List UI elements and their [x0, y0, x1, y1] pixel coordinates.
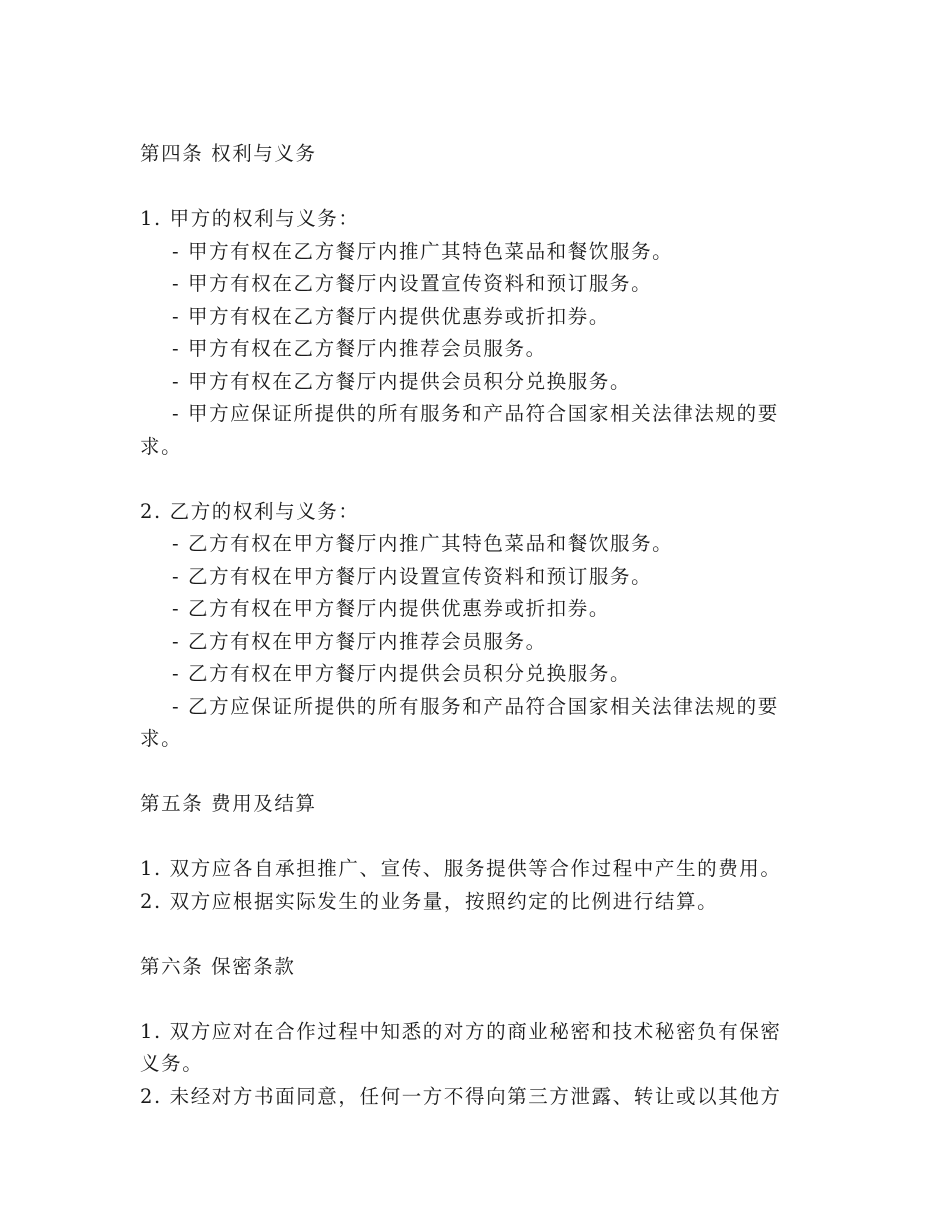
party-a-item-6-line-2: 求。	[140, 434, 183, 458]
party-a-item-4: - 甲方有权在乙方餐厅内推荐会员服务。	[172, 337, 547, 360]
section-5-title: 第五条 费用及结算	[140, 792, 317, 815]
spacer	[140, 171, 810, 204]
section-6-title: 第六条 保密条款	[140, 954, 296, 978]
section-4-title: 第四条 权利与义务	[140, 142, 317, 165]
section-5-item-1: 1. 双方应各自承担推广、宣传、服务提供等合作过程中产生的费用。	[140, 857, 782, 880]
spacer	[140, 918, 810, 951]
section-6-item-1-line-2: 义务。	[140, 1052, 204, 1075]
party-a-heading: 1. 甲方的权利与义务：	[140, 207, 360, 230]
section-5-item-2: 2. 双方应根据实际发生的业务量，按照约定的比例进行结算。	[140, 889, 719, 913]
spacer	[140, 983, 810, 1016]
party-b-item-5: - 乙方有权在甲方餐厅内提供会员积分兑换服务。	[172, 662, 632, 685]
spacer	[140, 821, 810, 854]
party-a-item-6-line-1: - 甲方应保证所提供的所有服务和产品符合国家相关法律法规的要	[172, 402, 779, 425]
party-a-item-3: - 甲方有权在乙方餐厅内提供优惠券或折扣券。	[172, 304, 610, 328]
party-a-item-5: - 甲方有权在乙方餐厅内提供会员积分兑换服务。	[172, 369, 632, 393]
party-b-item-6-line-2: 求。	[140, 727, 183, 750]
party-b-heading: 2. 乙方的权利与义务：	[140, 499, 360, 523]
document-page	[140, 138, 810, 1113]
party-b-item-3: - 乙方有权在甲方餐厅内提供优惠券或折扣券。	[172, 597, 610, 620]
party-b-item-6-line-1: - 乙方应保证所提供的所有服务和产品符合国家相关法律法规的要	[172, 694, 779, 718]
party-a-item-1: - 甲方有权在乙方餐厅内推广其特色菜品和餐饮服务。	[172, 239, 674, 263]
spacer	[140, 463, 810, 496]
party-b-item-4: - 乙方有权在甲方餐厅内推荐会员服务。	[172, 629, 547, 653]
party-b-item-2: - 乙方有权在甲方餐厅内设置宣传资料和预订服务。	[172, 564, 653, 588]
section-6-item-1-line-1: 1. 双方应对在合作过程中知悉的对方的商业秘密和技术秘密负有保密	[140, 1019, 782, 1043]
section-6-item-2-line-1: 2. 未经对方书面同意，任何一方不得向第三方泄露、转让或以其他方	[140, 1084, 782, 1108]
party-b-item-1: - 乙方有权在甲方餐厅内推广其特色菜品和餐饮服务。	[172, 532, 674, 555]
party-a-item-2: - 甲方有权在乙方餐厅内设置宣传资料和预订服务。	[172, 272, 653, 295]
spacer	[140, 756, 810, 789]
